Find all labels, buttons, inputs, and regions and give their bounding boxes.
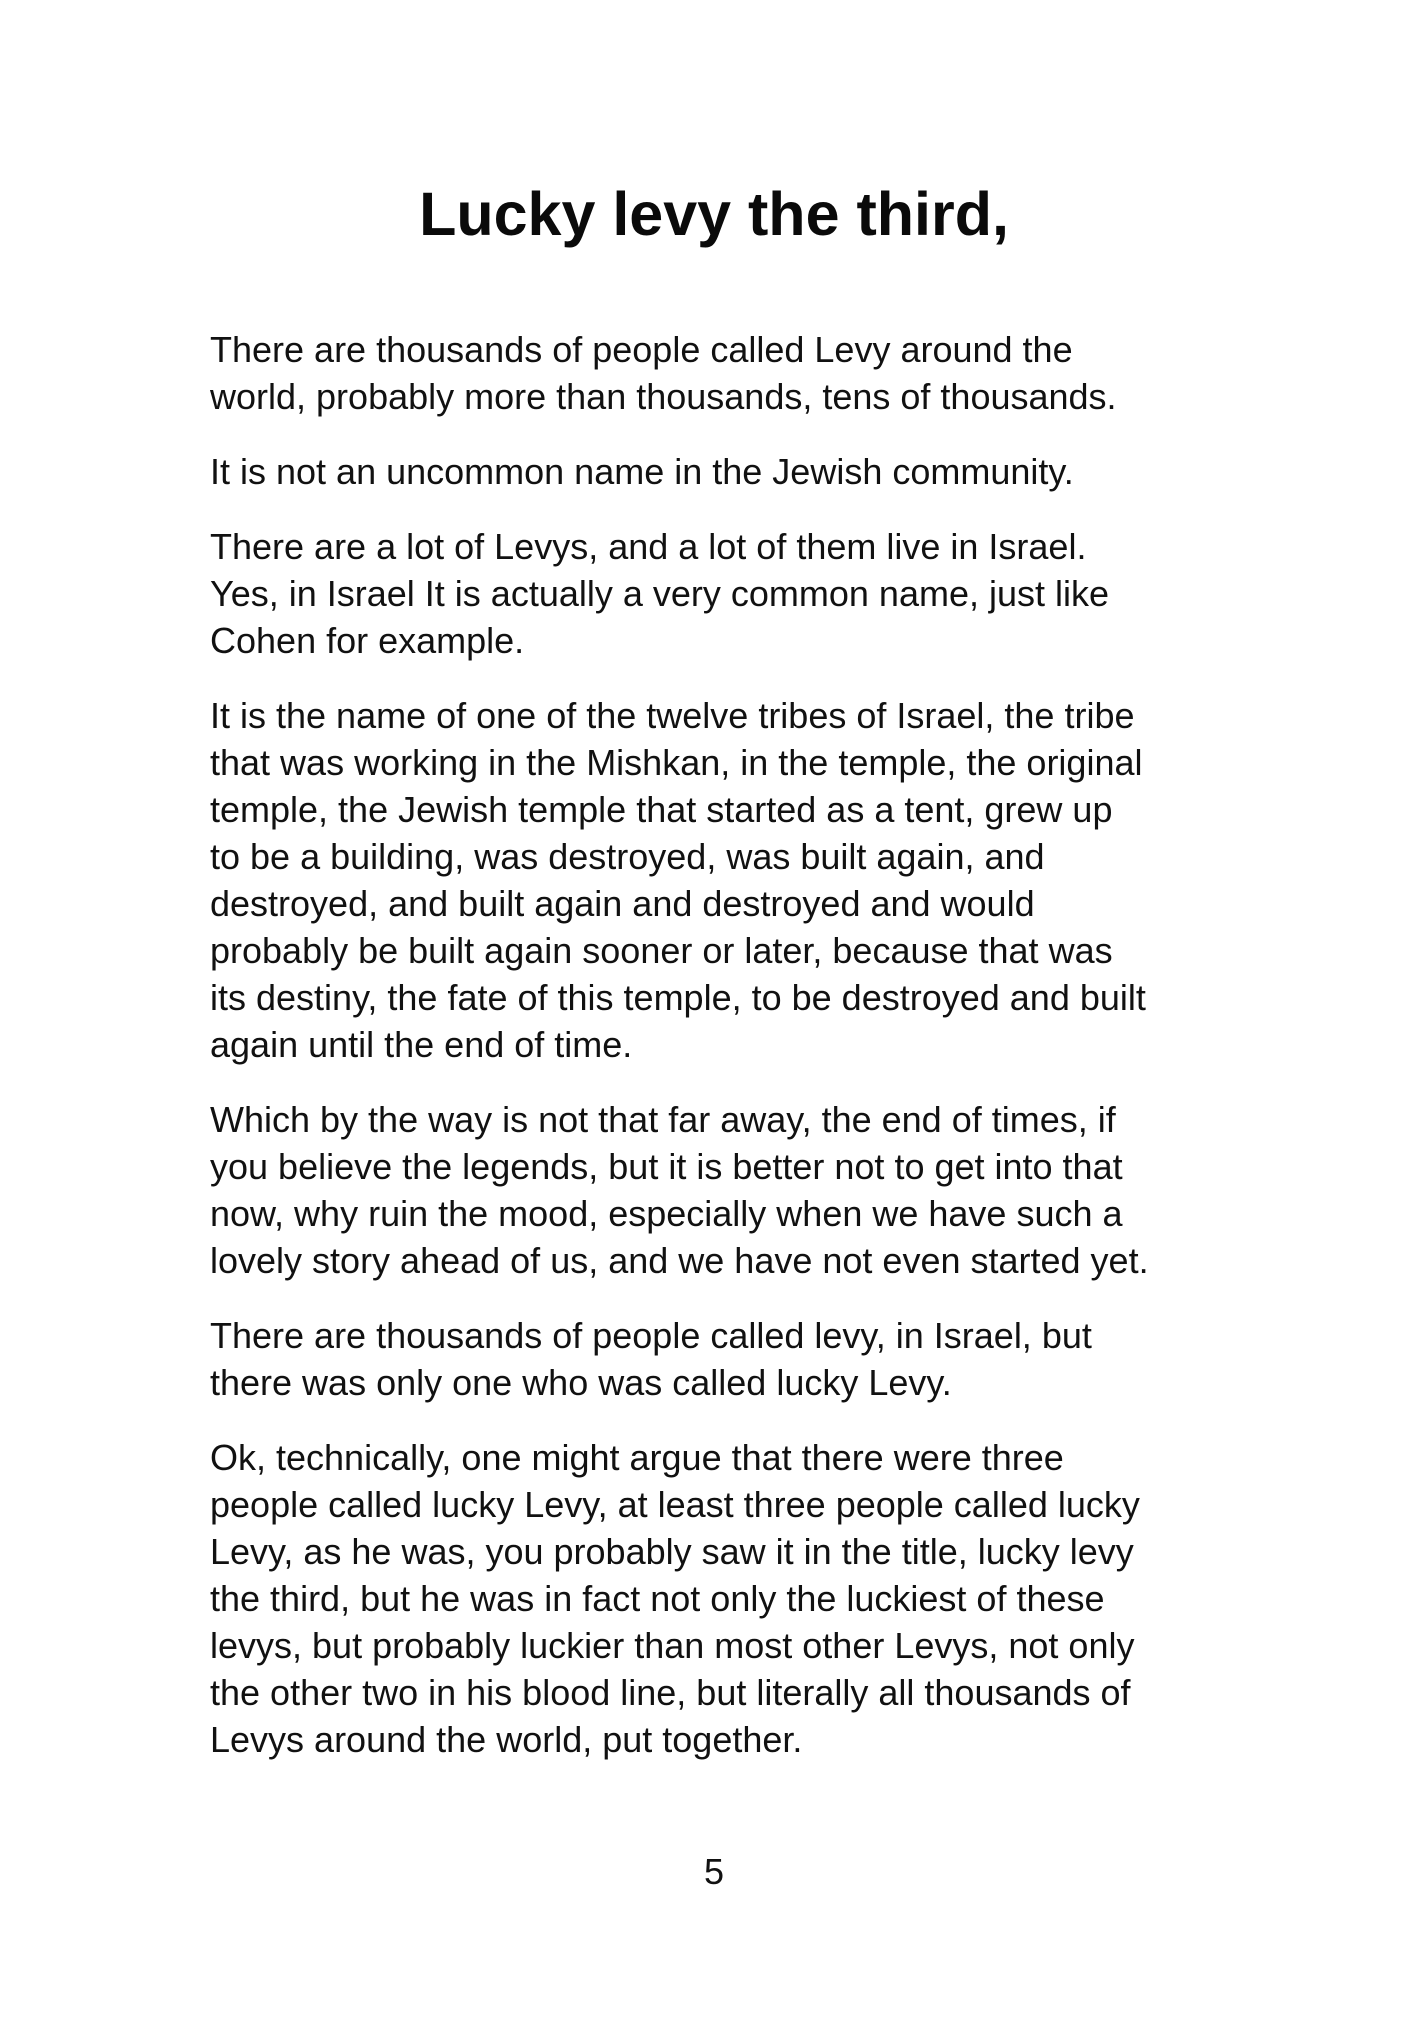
chapter-title: Lucky levy the third,: [419, 180, 1009, 248]
paragraph-3: There are a lot of Levys, and a lot of them live in Israel. Yes, in Israel It is actually a very common name, just like Cohen for example.: [210, 526, 1110, 661]
paragraph-5: Which by the way is not that far away, the end of times, if you believe the legends, but it is better not to get into that now, why ruin the mood, especially when we have such a lovely story ahead of us, and we have not even started yet.: [210, 1099, 1149, 1281]
paragraph-6: There are thousands of people called levy, in Israel, but there was only one who was called lucky Levy.: [210, 1315, 1092, 1403]
paragraph-7: Ok, technically, one might argue that there were three people called lucky Levy, at least three people called lucky Levy, as he was, you probably saw it in the title, lucky levy the third, but he was in fact not only the luckiest of these levys, but probably luckier than most other Levys, not only the other two in his blood line, but literally all thousands of Levys around the world, put together.: [210, 1437, 1140, 1760]
paragraph-1: There are thousands of people called Levy around the world, probably more than thousands, tens of thousands.: [210, 329, 1117, 417]
body-text: [210, 326, 1230, 1791]
page-number: 5: [703, 1851, 725, 1892]
paragraph-2: It is not an uncommon name in the Jewish community.: [210, 451, 1074, 492]
paragraph-4: It is the name of one of the twelve tribes of Israel, the tribe that was working in the Mishkan, in the temple, the original temple, the Jewish temple that started as a tent, grew up to be a building, was destroyed, was built again, and destroyed, and built again and destroyed and would probably be built again sooner or later, because that was its destiny, the fate of this temple, to be destroyed and built again until the end of time.: [210, 695, 1146, 1065]
